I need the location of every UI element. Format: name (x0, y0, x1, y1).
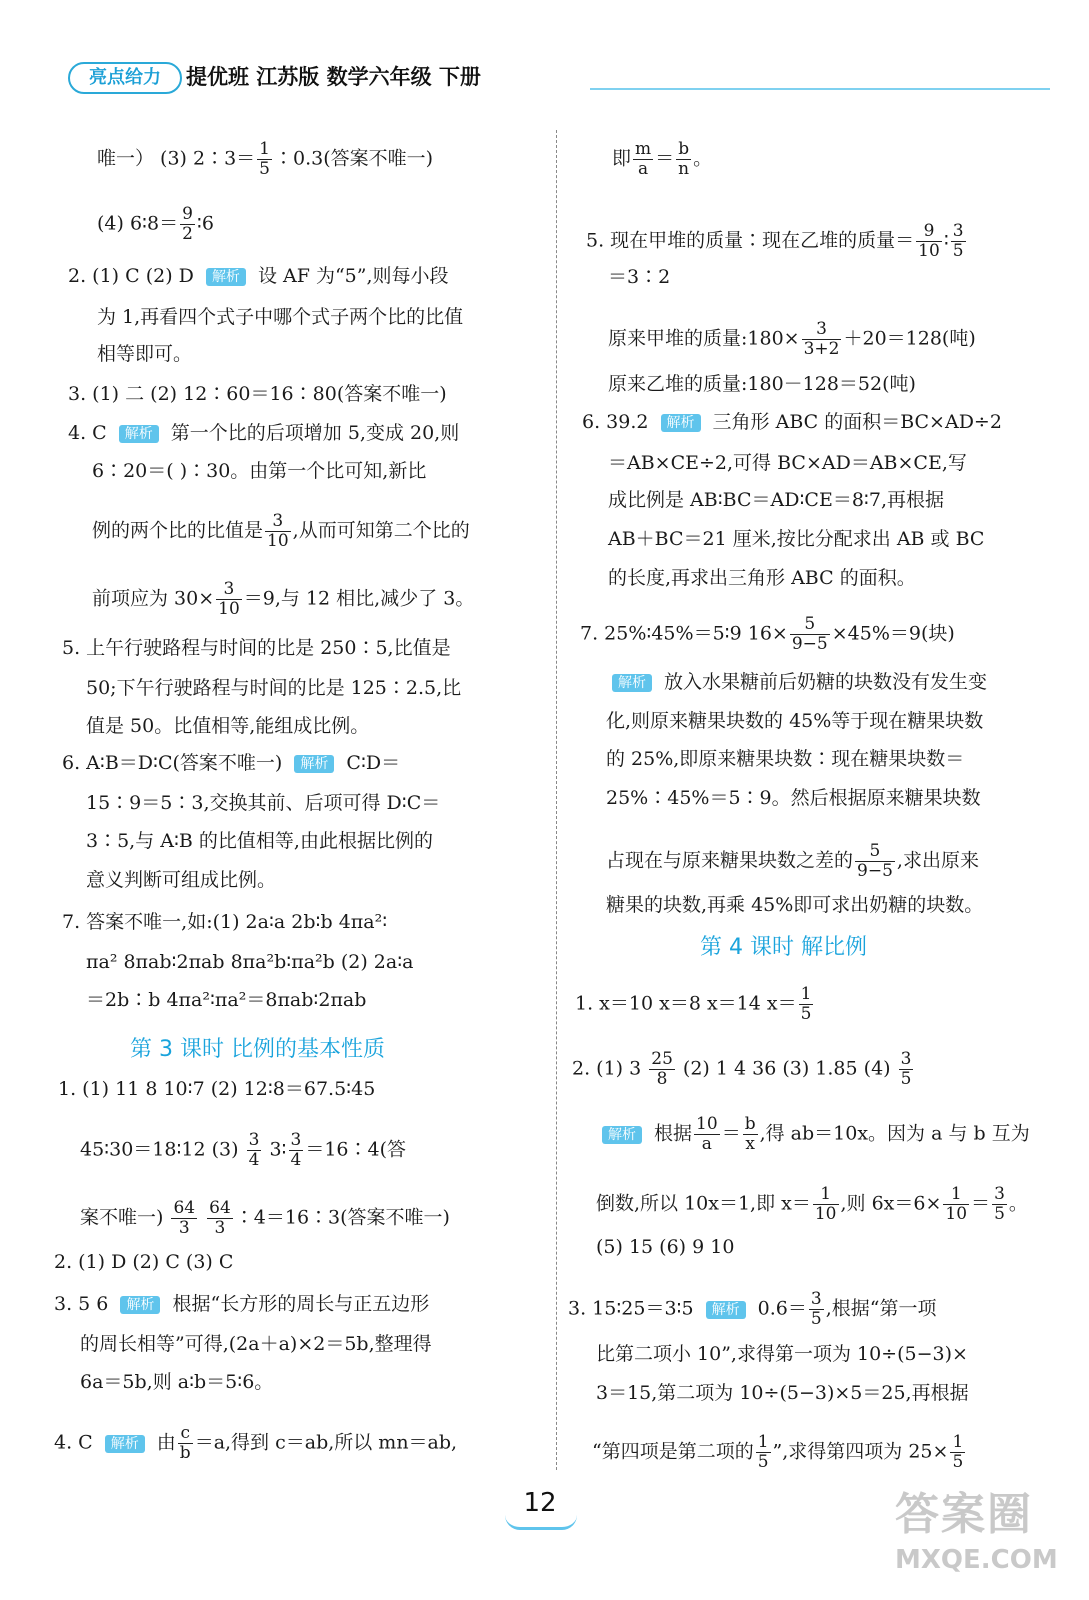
watermark-logo (895, 1485, 1065, 1585)
answer-line: 25%∶45%＝5∶9。然后根据原来糖果块数 (606, 787, 981, 809)
answer-line: (5) 15 (6) 9 10 (596, 1236, 735, 1258)
answer-line: 成比例是 AB∶BC＝AD∶CE＝8∶7,再根据 (608, 489, 944, 511)
page-number-swoosh (505, 1515, 577, 1530)
analysis-tag: 解析 (206, 268, 246, 286)
answer-line: πa² 8πab∶2πab 8πa²b∶πa²b (2) 2a∶a (86, 951, 414, 973)
answer-line: 比第二项小 10”,求得第一项为 10÷(5−3)× (596, 1343, 968, 1365)
analysis-tag: 解析 (661, 414, 701, 432)
section-heading: 第 4 课时 解比例 (700, 935, 867, 960)
answer-line: 前项应为 30× $\frac{3}{10}$ ＝9,与 12 相比,减少了 3。 (92, 579, 475, 619)
fraction: $\frac{9}{2}$ (182, 204, 193, 244)
page-header (68, 60, 1053, 96)
fraction: $\frac{3}{10}$ (218, 579, 240, 619)
answer-line: 原来乙堆的质量:180－128＝52(吨) (608, 373, 916, 395)
answer-line: 的周长相等”可得,(2a＋a)×2＝5b,整理得 (80, 1333, 432, 1355)
answer-line: 的长度,再求出三角形 ABC 的面积。 (608, 567, 916, 589)
fraction: $\frac{3}{5}$ (952, 221, 964, 261)
analysis-tag: 解析 (120, 1296, 160, 1314)
answer-line: ＝2b∶b 4πa²∶πa²＝8πab∶2πab (86, 989, 367, 1011)
fraction: $\frac{9}{10}$ (918, 221, 940, 261)
fraction: $\frac{1}{5}$ (757, 1432, 769, 1472)
series-badge: 亮点给力 (68, 62, 182, 94)
analysis-tag: 解析 (602, 1126, 642, 1144)
fraction: $\frac{1}{5}$ (952, 1432, 964, 1472)
analysis-tag: 解析 (294, 755, 334, 773)
answer-line: AB＋BC＝21 厘米,按比分配求出 AB 或 BC (608, 528, 985, 550)
fraction: $\frac{5}{9-5}$ (857, 841, 893, 881)
fraction: $\frac{1}{10}$ (945, 1184, 968, 1224)
answer-line: 2. (1) C (2) D 解析 设 AF 为“5”,则每小段 (68, 265, 449, 287)
section-heading: 第 3 课时 比例的基本性质 (130, 1037, 385, 1062)
answer-line: 2. (1) 3 $\frac{25}{8}$ (2) 1 4 36 (3) 1.85 (4) $\frac{3}{5}$ (572, 1049, 912, 1089)
answer-line: 3∶5,与 A∶B 的比值相等,由此根据比例的 (86, 830, 433, 852)
fraction: $\frac{1}{5}$ (800, 984, 812, 1024)
answer-line: 3. 5 6 解析 根据“长方形的周长与正五边形 (54, 1293, 430, 1315)
answer-line: 化,则原来糖果块数的 45%等于现在糖果块数 (606, 710, 984, 732)
answer-line: 例的两个比的比值是 $\frac{3}{10}$ ,从而可知第二个比的 (92, 511, 470, 551)
fraction: $\frac{3}{10}$ (267, 511, 289, 551)
analysis-tag: 解析 (119, 425, 159, 443)
column-divider (556, 130, 557, 1470)
fraction: $\frac{3}{4}$ (290, 1130, 302, 1170)
answer-line: 3＝15,第二项为 10÷(5−3)×5＝25,再根据 (596, 1382, 969, 1404)
answer-line: (4) 6∶8＝ $\frac{9}{2}$ ∶6 (97, 204, 214, 244)
answer-line: ＝AB×CE÷2,可得 BC×AD＝AB×CE,写 (608, 452, 967, 474)
book-title: 提优班 江苏版 数学六年级 下册 (186, 65, 481, 89)
fraction: $\frac{1}{5}$ (259, 139, 270, 179)
answer-line: 7. 答案不唯一,如:(1) 2a∶a 2b∶b 4πa²∶ (62, 911, 388, 933)
analysis-tag: 解析 (105, 1435, 145, 1453)
answer-line: 相等即可。 (97, 343, 193, 365)
answer-line: 6. 39.2 解析 三角形 ABC 的面积＝BC×AD÷2 (582, 411, 1002, 433)
answer-line: 2. (1) D (2) C (3) C (54, 1251, 234, 1273)
answer-line: 1. x＝10 x＝8 x＝14 x＝ $\frac{1}{5}$ (575, 984, 812, 1024)
fraction: $\frac{10}{a}$ (696, 1114, 718, 1154)
fraction: $\frac{1}{10}$ (814, 1184, 837, 1224)
fraction: $\frac{5}{9-5}$ (791, 614, 828, 654)
answer-line: 唯一） (3) 2∶3＝ $\frac{1}{5}$ ∶0.3(答案不唯一) (97, 139, 434, 179)
fraction: $\frac{3}{5}$ (900, 1049, 912, 1089)
answer-line: ＝3∶2 (608, 266, 671, 288)
answer-line: 6a＝5b,则 a∶b＝5∶6。 (80, 1371, 274, 1393)
answer-line: 原来甲堆的质量:180× $\frac{3}{3+2}$ ＋20＝128(吨) (608, 319, 976, 359)
answer-line: 7. 25%∶45%＝5∶9 16× $\frac{5}{9-5}$ ×45%＝9(块) (580, 614, 955, 654)
fraction: $\frac{b}{n}$ (678, 139, 690, 179)
answer-line: 50;下午行驶路程与时间的比是 125∶2.5,比 (86, 677, 462, 699)
answer-line: 45∶30＝18∶12 (3) $\frac{3}{4}$ 3∶ $\frac{3}{4}$ ＝16∶4(答 (80, 1130, 407, 1170)
answer-line: 意义判断可组成比例。 (86, 869, 277, 891)
answer-line: 6∶20＝( )∶30。由第一个比可知,新比 (92, 460, 427, 482)
answer-line: 3. 15∶25＝3∶5 解析 0.6＝ $\frac{3}{5}$ ,根据“第一项 (568, 1289, 937, 1329)
answer-line: 6. A∶B＝D∶C(答案不唯一) 解析 C∶D＝ (62, 752, 401, 774)
analysis-tag: 解析 (612, 674, 652, 692)
answer-line: 4. C 解析 由 $\frac{c}{b}$ ＝a,得到 c＝ab,所以 mn＝ab, (54, 1423, 458, 1463)
answer-line: 糖果的块数,再乘 45%即可求出奶糖的块数。 (606, 894, 984, 916)
answer-line: 的 25%,即原来糖果块数∶现在糖果块数＝ (606, 748, 965, 770)
answer-line: 倒数,所以 10x＝1,即 x＝ $\frac{1}{10}$ ,则 6x＝6× $\frac{1}{10}$ ＝ $\frac{3}{5}$ 。 (596, 1184, 1028, 1224)
header-rule (590, 88, 1050, 90)
fraction: $\frac{c}{b}$ (179, 1423, 191, 1463)
answer-line: 解析 放入水果糖前后奶糖的块数没有发生变 (606, 670, 987, 694)
answer-line: 15∶9＝5∶3,交换其前、后项可得 D∶C＝ (86, 792, 441, 814)
answer-line: 案不唯一) $\frac{64}{3}$ $\frac{64}{3}$ ∶4＝16∶3(答案不唯一) (80, 1198, 450, 1238)
fraction: $\frac{64}{3}$ (209, 1198, 231, 1238)
fraction: $\frac{3}{5}$ (810, 1289, 822, 1329)
page-number: 12 (523, 1488, 557, 1518)
fraction: $\frac{m}{a}$ (635, 139, 652, 179)
fraction: $\frac{3}{4}$ (248, 1130, 260, 1170)
answer-line: 4. C 解析 第一个比的后项增加 5,变成 20,则 (68, 422, 460, 444)
fraction: $\frac{25}{8}$ (651, 1049, 673, 1089)
answer-line: 占现在与原来糖果块数之差的 $\frac{5}{9-5}$ ,求出原来 (606, 841, 979, 881)
answer-line: 即 $\frac{m}{a}$ ＝ $\frac{b}{n}$ 。 (612, 139, 713, 179)
answer-line: 5. 现在甲堆的质量∶现在乙堆的质量＝ $\frac{9}{10}$ ∶ $\frac{3}{5}$ (586, 221, 964, 261)
watermark-bottom: MXQE.COM (895, 1545, 1058, 1575)
fraction: $\frac{3}{5}$ (994, 1184, 1005, 1224)
watermark-top: 答案圈 (895, 1489, 1033, 1540)
answer-line: 1. (1) 11 8 10∶7 (2) 12∶8＝67.5∶45 (58, 1078, 376, 1100)
fraction: $\frac{3}{3+2}$ (803, 319, 840, 359)
answer-line: 值是 50。比值相等,能组成比例。 (86, 715, 370, 737)
answer-line: “第四项是第二项的 $\frac{1}{5}$ ”,求得第四项为 25× $\frac{1}{5}$ (592, 1432, 964, 1472)
answer-line: 3. (1) 二 (2) 12∶60＝16∶80(答案不唯一) (68, 383, 447, 405)
answer-line: 为 1,再看四个式子中哪个式子两个比的比值 (97, 306, 464, 328)
answer-line: 5. 上午行驶路程与时间的比是 250∶5,比值是 (62, 637, 451, 659)
answer-line: 解析 根据 $\frac{10}{a}$ ＝ $\frac{b}{x}$ ,得 ab＝10x。因为 a 与 b 互为 (596, 1115, 1030, 1154)
analysis-tag: 解析 (706, 1301, 746, 1319)
fraction: $\frac{64}{3}$ (173, 1198, 196, 1238)
fraction: $\frac{b}{x}$ (744, 1114, 756, 1154)
